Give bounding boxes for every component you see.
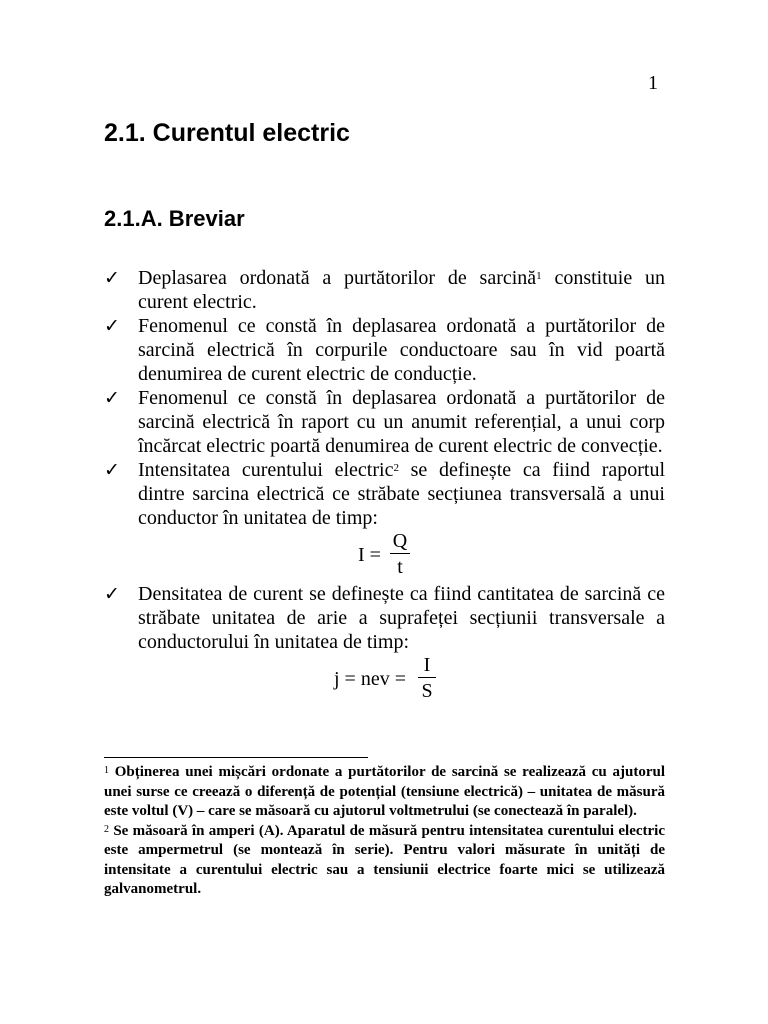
formula-lhs: j = nev = bbox=[334, 668, 406, 690]
formula-density bbox=[104, 654, 665, 706]
footnote-mark: 2 bbox=[104, 823, 109, 835]
bullet-item bbox=[104, 266, 665, 314]
bullet-list bbox=[104, 266, 665, 706]
footnote bbox=[104, 822, 665, 900]
fraction-bar bbox=[418, 677, 436, 678]
bullet-text: Densitatea de curent se definește ca fiind cantitatea de sarcină ce străbate unitatea de arie a suprafeței secțiunii transversale a conductorului în unitatea de timp: bbox=[138, 583, 665, 653]
fraction-denominator: t bbox=[397, 556, 403, 578]
footnote-ref: 2 bbox=[393, 462, 399, 474]
formula-lhs: I = bbox=[358, 544, 381, 566]
footnote-mark: 1 bbox=[104, 765, 109, 776]
formula-current bbox=[104, 530, 665, 582]
check-icon: ✓ bbox=[104, 459, 120, 481]
fraction bbox=[418, 654, 436, 703]
bullet-item bbox=[104, 582, 665, 654]
check-icon: ✓ bbox=[104, 315, 120, 337]
fraction-numerator: I bbox=[423, 654, 431, 676]
bullet-text: Fenomenul ce constă în deplasarea ordonată a purtătorilor de sarcină electrică în raport cu un anumit referențial, a unui corp încărcat electric poartă denumirea de curent electric de convecție. bbox=[138, 387, 665, 457]
footnote-text: Obținerea unei mișcări ordonate a purtătorilor de sarcină se realizează cu ajutorul unei surse ce creează o diferență de potențial (tensiune electrică) – unitatea de măsură este voltul (V) – care se măsoară cu ajutorul voltmetrului (se conectează în paralel). bbox=[104, 764, 666, 819]
fraction-denominator: S bbox=[421, 680, 433, 702]
bullet-item bbox=[104, 314, 665, 386]
footnotes bbox=[104, 763, 665, 900]
chapter-title: 2.1. Curentul electric bbox=[104, 119, 350, 147]
check-icon: ✓ bbox=[104, 267, 120, 289]
footnote bbox=[104, 763, 665, 822]
bullet-text: Fenomenul ce constă în deplasarea ordonată a purtătorilor de sarcină electrică în corpurile conductoare sau în vid poartă denumirea de curent electric de conducție. bbox=[138, 315, 665, 385]
bullet-item bbox=[104, 386, 665, 458]
bullet-text: Intensitatea curentului electric bbox=[138, 459, 394, 481]
footnote-separator bbox=[104, 757, 368, 758]
fraction-bar bbox=[390, 553, 410, 554]
bullet-text: se definește ca fiind raportul dintre sarcina electrică ce străbate secțiunea transversală a unui conductor în unitatea de timp: bbox=[138, 459, 665, 529]
bullet-text: Deplasarea ordonată a purtătorilor de sarcină bbox=[138, 267, 537, 289]
check-icon: ✓ bbox=[104, 387, 120, 409]
page-number: 1 bbox=[648, 72, 658, 94]
bullet-text: constituie un curent electric. bbox=[138, 267, 665, 313]
footnote-ref: 1 bbox=[536, 270, 542, 282]
footnote-text: Se măsoară în amperi (A). Aparatul de măsură pentru intensitatea curentului electric este ampermetrul (se montează în serie). Pentru valori măsurate în unități de intensitate a curentului electric sau a tensiunii electrice foarte mici se utilizează galvanometrul. bbox=[104, 822, 665, 897]
check-icon: ✓ bbox=[104, 583, 120, 605]
fraction-numerator: Q bbox=[392, 530, 408, 552]
section-title: 2.1.A. Breviar bbox=[104, 206, 245, 231]
fraction bbox=[390, 530, 410, 579]
bullet-item bbox=[104, 458, 665, 530]
